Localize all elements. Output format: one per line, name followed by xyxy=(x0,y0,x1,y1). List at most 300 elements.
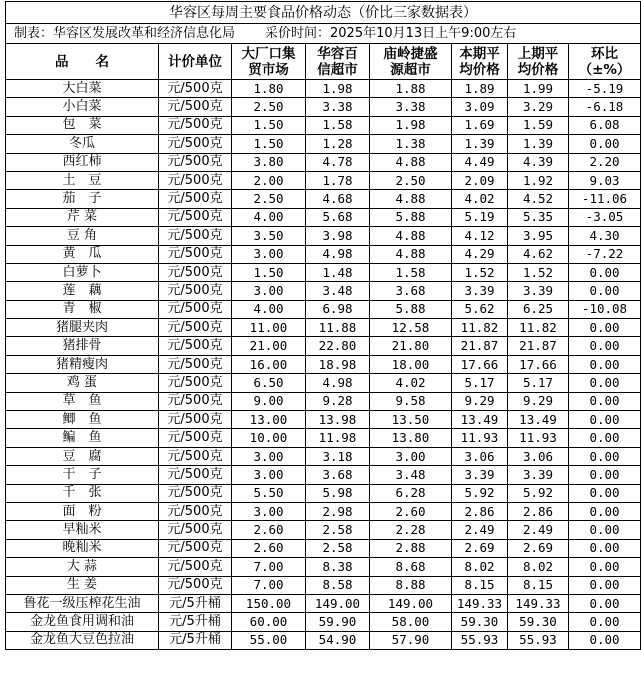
cell-previous-avg: 59.30 xyxy=(508,613,569,631)
cell-name: 猪精瘦肉 xyxy=(6,355,159,373)
cell-dachangkou: 2.50 xyxy=(232,98,306,116)
cell-unit: 元/500克 xyxy=(159,135,232,153)
cell-change: -11.06 xyxy=(569,190,641,208)
cell-huarong: 6.98 xyxy=(306,300,370,318)
cell-name: 晚籼米 xyxy=(6,539,159,557)
maker-text: 制表：华容区发展改革和经济信息化局 xyxy=(14,25,236,41)
cell-change: 4.30 xyxy=(569,227,641,245)
cell-change: 0.00 xyxy=(569,484,641,502)
cell-previous-avg: 1.39 xyxy=(508,135,569,153)
cell-unit: 元/5升桶 xyxy=(159,613,232,631)
cell-current-avg: 11.93 xyxy=(452,429,508,447)
cell-change: -7.22 xyxy=(569,245,641,263)
cell-current-avg: 55.93 xyxy=(452,631,508,649)
cell-dachangkou: 3.00 xyxy=(232,282,306,300)
cell-dachangkou: 7.00 xyxy=(232,576,306,594)
cell-previous-avg: 21.87 xyxy=(508,337,569,355)
cell-miaoling: 3.48 xyxy=(370,466,452,484)
table-row xyxy=(6,319,641,337)
cell-change: 0.00 xyxy=(569,355,641,373)
cell-dachangkou: 3.50 xyxy=(232,227,306,245)
cell-name: 草 鱼 xyxy=(6,392,159,410)
cell-dachangkou: 1.50 xyxy=(232,135,306,153)
cell-huarong: 8.38 xyxy=(306,558,370,576)
cell-miaoling: 1.38 xyxy=(370,135,452,153)
cell-miaoling: 2.28 xyxy=(370,521,452,539)
cell-name: 青 椒 xyxy=(6,300,159,318)
cell-previous-avg: 55.93 xyxy=(508,631,569,649)
cell-current-avg: 17.66 xyxy=(452,355,508,373)
cell-unit: 元/500克 xyxy=(159,171,232,189)
cell-name: 千 张 xyxy=(6,484,159,502)
cell-huarong: 4.98 xyxy=(306,245,370,263)
cell-change: -10.08 xyxy=(569,300,641,318)
table-row xyxy=(6,208,641,226)
table-row xyxy=(6,171,641,189)
cell-dachangkou: 1.50 xyxy=(232,263,306,281)
cell-current-avg: 4.02 xyxy=(452,190,508,208)
cell-miaoling: 9.58 xyxy=(370,392,452,410)
cell-change: -5.19 xyxy=(569,80,641,98)
cell-miaoling: 13.80 xyxy=(370,429,452,447)
cell-miaoling: 4.88 xyxy=(370,245,452,263)
cell-dachangkou: 4.00 xyxy=(232,208,306,226)
cell-dachangkou: 1.80 xyxy=(232,80,306,98)
cell-name: 面 粉 xyxy=(6,502,159,520)
table-row xyxy=(6,521,641,539)
cell-previous-avg: 5.92 xyxy=(508,484,569,502)
cell-miaoling: 5.88 xyxy=(370,300,452,318)
header-line: 华容百 xyxy=(317,45,358,62)
cell-unit: 元/500克 xyxy=(159,319,232,337)
cell-current-avg: 4.49 xyxy=(452,153,508,171)
cell-name: 莲 藕 xyxy=(6,282,159,300)
cell-miaoling: 3.68 xyxy=(370,282,452,300)
table-row xyxy=(6,411,641,429)
cell-unit: 元/5升桶 xyxy=(159,631,232,649)
cell-name: 冬瓜 xyxy=(6,135,159,153)
header-line: 源超市 xyxy=(390,61,431,78)
cell-miaoling: 1.98 xyxy=(370,116,452,134)
cell-huarong: 13.98 xyxy=(306,411,370,429)
table-row xyxy=(6,613,641,631)
cell-unit: 元/500克 xyxy=(159,98,232,116)
cell-name: 鸡 蛋 xyxy=(6,374,159,392)
header-line: 庙岭捷盛 xyxy=(383,45,438,62)
cell-miaoling: 21.80 xyxy=(370,337,452,355)
cell-huarong: 149.00 xyxy=(306,594,370,612)
cell-current-avg: 3.09 xyxy=(452,98,508,116)
cell-previous-avg: 1.92 xyxy=(508,171,569,189)
table-row xyxy=(6,502,641,520)
table-row xyxy=(6,300,641,318)
cell-dachangkou: 3.00 xyxy=(232,466,306,484)
cell-current-avg: 149.33 xyxy=(452,594,508,612)
cell-current-avg: 2.86 xyxy=(452,502,508,520)
cell-huarong: 11.88 xyxy=(306,319,370,337)
cell-unit: 元/500克 xyxy=(159,355,232,373)
cell-huarong: 8.58 xyxy=(306,576,370,594)
cell-unit: 元/500克 xyxy=(159,227,232,245)
cell-name: 鲁花一级压榨花生油 xyxy=(6,594,159,612)
cell-previous-avg: 4.62 xyxy=(508,245,569,263)
header-current-avg xyxy=(452,44,508,80)
cell-current-avg: 4.29 xyxy=(452,245,508,263)
cell-change: -3.05 xyxy=(569,208,641,226)
cell-current-avg: 2.69 xyxy=(452,539,508,557)
header-line: 上期平 xyxy=(517,45,559,62)
cell-current-avg: 3.39 xyxy=(452,282,508,300)
cell-huarong: 4.78 xyxy=(306,153,370,171)
cell-huarong: 3.18 xyxy=(306,447,370,465)
cell-miaoling: 13.50 xyxy=(370,411,452,429)
table-row xyxy=(6,631,641,649)
header-line: （±%） xyxy=(578,61,631,78)
table-row xyxy=(6,355,641,373)
cell-previous-avg: 1.52 xyxy=(508,263,569,281)
cell-miaoling: 2.50 xyxy=(370,171,452,189)
cell-miaoling: 58.00 xyxy=(370,613,452,631)
cell-change: 0.00 xyxy=(569,576,641,594)
cell-name: 猪腿夹肉 xyxy=(6,319,159,337)
cell-change: 0.00 xyxy=(569,447,641,465)
cell-huarong: 5.68 xyxy=(306,208,370,226)
cell-previous-avg: 3.29 xyxy=(508,98,569,116)
cell-dachangkou: 3.80 xyxy=(232,153,306,171)
cell-huarong: 11.98 xyxy=(306,429,370,447)
cell-unit: 元/500克 xyxy=(159,245,232,263)
cell-miaoling: 3.38 xyxy=(370,98,452,116)
cell-change: 0.00 xyxy=(569,558,641,576)
header-line: 均价格 xyxy=(459,61,500,78)
cell-change: 0.00 xyxy=(569,282,641,300)
cell-dachangkou: 9.00 xyxy=(232,392,306,410)
cell-name: 早籼米 xyxy=(6,521,159,539)
cell-huarong: 3.38 xyxy=(306,98,370,116)
table-row xyxy=(6,116,641,134)
cell-miaoling: 4.88 xyxy=(370,227,452,245)
cell-huarong: 4.98 xyxy=(306,374,370,392)
table-row xyxy=(6,153,641,171)
cell-previous-avg: 8.15 xyxy=(508,576,569,594)
cell-huarong: 3.68 xyxy=(306,466,370,484)
cell-miaoling: 2.88 xyxy=(370,539,452,557)
cell-unit: 元/500克 xyxy=(159,484,232,502)
cell-name: 茄 子 xyxy=(6,190,159,208)
cell-change: 0.00 xyxy=(569,374,641,392)
cell-huarong: 59.90 xyxy=(306,613,370,631)
cell-miaoling: 6.28 xyxy=(370,484,452,502)
cell-miaoling: 5.88 xyxy=(370,208,452,226)
cell-change: 2.20 xyxy=(569,153,641,171)
cell-current-avg: 5.19 xyxy=(452,208,508,226)
cell-name: 金龙鱼食用调和油 xyxy=(6,613,159,631)
cell-name: 猪排骨 xyxy=(6,337,159,355)
cell-huarong: 9.28 xyxy=(306,392,370,410)
cell-previous-avg: 13.49 xyxy=(508,411,569,429)
header-line: 本期平 xyxy=(459,45,500,62)
cell-previous-avg: 1.99 xyxy=(508,80,569,98)
cell-unit: 元/500克 xyxy=(159,208,232,226)
cell-unit: 元/500克 xyxy=(159,153,232,171)
cell-unit: 元/500克 xyxy=(159,558,232,576)
cell-dachangkou: 7.00 xyxy=(232,558,306,576)
table-row xyxy=(6,135,641,153)
cell-change: 0.00 xyxy=(569,466,641,484)
table-row xyxy=(6,282,641,300)
cell-previous-avg: 3.06 xyxy=(508,447,569,465)
cell-unit: 元/500克 xyxy=(159,429,232,447)
cell-name: 干 子 xyxy=(6,466,159,484)
cell-dachangkou: 3.00 xyxy=(232,245,306,263)
cell-previous-avg: 8.02 xyxy=(508,558,569,576)
cell-current-avg: 5.17 xyxy=(452,374,508,392)
cell-previous-avg: 3.95 xyxy=(508,227,569,245)
survey-time-text: 采价时间：2025年10月13日上午9:00左右 xyxy=(265,25,517,41)
cell-current-avg: 9.29 xyxy=(452,392,508,410)
cell-dachangkou: 2.60 xyxy=(232,521,306,539)
cell-change: 0.00 xyxy=(569,521,641,539)
cell-miaoling: 1.88 xyxy=(370,80,452,98)
cell-huarong: 54.90 xyxy=(306,631,370,649)
cell-previous-avg: 11.82 xyxy=(508,319,569,337)
table-title: 华容区每周主要食品价格动态（价比三家数据表） xyxy=(6,2,641,24)
cell-unit: 元/500克 xyxy=(159,282,232,300)
header-dachangkou xyxy=(232,44,306,80)
cell-unit: 元/500克 xyxy=(159,466,232,484)
cell-dachangkou: 4.00 xyxy=(232,300,306,318)
cell-previous-avg: 3.39 xyxy=(508,466,569,484)
cell-dachangkou: 55.00 xyxy=(232,631,306,649)
table-row xyxy=(6,80,641,98)
cell-change: 0.00 xyxy=(569,502,641,520)
cell-current-avg: 5.92 xyxy=(452,484,508,502)
header-miaoling xyxy=(370,44,452,80)
cell-change: 0.00 xyxy=(569,539,641,557)
cell-current-avg: 2.09 xyxy=(452,171,508,189)
cell-miaoling: 12.58 xyxy=(370,319,452,337)
cell-current-avg: 2.49 xyxy=(452,521,508,539)
cell-unit: 元/500克 xyxy=(159,521,232,539)
cell-miaoling: 57.90 xyxy=(370,631,452,649)
cell-previous-avg: 9.29 xyxy=(508,392,569,410)
cell-dachangkou: 10.00 xyxy=(232,429,306,447)
cell-dachangkou: 2.00 xyxy=(232,171,306,189)
table-row xyxy=(6,558,641,576)
cell-unit: 元/5升桶 xyxy=(159,594,232,612)
cell-current-avg: 3.39 xyxy=(452,466,508,484)
cell-current-avg: 21.87 xyxy=(452,337,508,355)
cell-name: 芹 菜 xyxy=(6,208,159,226)
table-subtitle xyxy=(6,24,641,44)
cell-current-avg: 13.49 xyxy=(452,411,508,429)
cell-previous-avg: 17.66 xyxy=(508,355,569,373)
cell-name: 白萝卜 xyxy=(6,263,159,281)
cell-name: 金龙鱼大豆色拉油 xyxy=(6,631,159,649)
cell-huarong: 2.58 xyxy=(306,539,370,557)
cell-huarong: 4.68 xyxy=(306,190,370,208)
cell-huarong: 3.98 xyxy=(306,227,370,245)
cell-previous-avg: 11.93 xyxy=(508,429,569,447)
cell-current-avg: 4.12 xyxy=(452,227,508,245)
cell-huarong: 1.98 xyxy=(306,80,370,98)
cell-previous-avg: 6.25 xyxy=(508,300,569,318)
cell-current-avg: 8.02 xyxy=(452,558,508,576)
cell-name: 黄 瓜 xyxy=(6,245,159,263)
cell-unit: 元/500克 xyxy=(159,392,232,410)
cell-miaoling: 4.88 xyxy=(370,190,452,208)
cell-change: 0.00 xyxy=(569,411,641,429)
cell-unit: 元/500克 xyxy=(159,411,232,429)
header-line: 信超市 xyxy=(317,61,358,78)
cell-miaoling: 4.88 xyxy=(370,153,452,171)
cell-dachangkou: 2.50 xyxy=(232,190,306,208)
cell-miaoling: 18.00 xyxy=(370,355,452,373)
cell-previous-avg: 1.59 xyxy=(508,116,569,134)
table-row xyxy=(6,392,641,410)
header-line: 环比 xyxy=(591,45,618,62)
table-row xyxy=(6,429,641,447)
cell-current-avg: 1.39 xyxy=(452,135,508,153)
cell-previous-avg: 2.86 xyxy=(508,502,569,520)
cell-change: 9.03 xyxy=(569,171,641,189)
cell-name: 鲫 鱼 xyxy=(6,411,159,429)
cell-current-avg: 11.82 xyxy=(452,319,508,337)
table-row xyxy=(6,245,641,263)
cell-previous-avg: 5.17 xyxy=(508,374,569,392)
table-row xyxy=(6,447,641,465)
cell-name: 生 姜 xyxy=(6,576,159,594)
cell-unit: 元/500克 xyxy=(159,576,232,594)
header-previous-avg xyxy=(508,44,569,80)
cell-change: 0.00 xyxy=(569,613,641,631)
cell-huarong: 5.98 xyxy=(306,484,370,502)
cell-dachangkou: 16.00 xyxy=(232,355,306,373)
cell-unit: 元/500克 xyxy=(159,374,232,392)
cell-change: 6.08 xyxy=(569,116,641,134)
cell-huarong: 18.98 xyxy=(306,355,370,373)
cell-change: 0.00 xyxy=(569,319,641,337)
cell-name: 西红柿 xyxy=(6,153,159,171)
cell-dachangkou: 21.00 xyxy=(232,337,306,355)
header-line: 大厂口集 xyxy=(241,45,296,62)
cell-current-avg: 3.06 xyxy=(452,447,508,465)
cell-name: 包 菜 xyxy=(6,116,159,134)
cell-current-avg: 5.62 xyxy=(452,300,508,318)
cell-unit: 元/500克 xyxy=(159,80,232,98)
cell-miaoling: 1.58 xyxy=(370,263,452,281)
cell-name: 鳊 鱼 xyxy=(6,429,159,447)
cell-dachangkou: 60.00 xyxy=(232,613,306,631)
cell-huarong: 1.58 xyxy=(306,116,370,134)
cell-name: 大白菜 xyxy=(6,80,159,98)
table-row xyxy=(6,337,641,355)
cell-unit: 元/500克 xyxy=(159,539,232,557)
cell-huarong: 2.98 xyxy=(306,502,370,520)
cell-change: 0.00 xyxy=(569,135,641,153)
cell-unit: 元/500克 xyxy=(159,502,232,520)
cell-previous-avg: 4.52 xyxy=(508,190,569,208)
cell-dachangkou: 6.50 xyxy=(232,374,306,392)
cell-current-avg: 1.52 xyxy=(452,263,508,281)
cell-change: 0.00 xyxy=(569,594,641,612)
cell-previous-avg: 149.33 xyxy=(508,594,569,612)
cell-change: 0.00 xyxy=(569,337,641,355)
cell-miaoling: 8.88 xyxy=(370,576,452,594)
cell-miaoling: 8.68 xyxy=(370,558,452,576)
cell-unit: 元/500克 xyxy=(159,263,232,281)
cell-name: 大 蒜 xyxy=(6,558,159,576)
cell-change: 0.00 xyxy=(569,631,641,649)
cell-miaoling: 3.00 xyxy=(370,447,452,465)
header-line: 品 名 xyxy=(55,53,109,70)
cell-dachangkou: 1.50 xyxy=(232,116,306,134)
cell-dachangkou: 5.50 xyxy=(232,484,306,502)
table-row xyxy=(6,594,641,612)
cell-unit: 元/500克 xyxy=(159,300,232,318)
cell-dachangkou: 3.00 xyxy=(232,447,306,465)
cell-dachangkou: 11.00 xyxy=(232,319,306,337)
cell-name: 土 豆 xyxy=(6,171,159,189)
cell-current-avg: 1.89 xyxy=(452,80,508,98)
cell-miaoling: 149.00 xyxy=(370,594,452,612)
cell-huarong: 3.48 xyxy=(306,282,370,300)
cell-miaoling: 4.02 xyxy=(370,374,452,392)
cell-change: 0.00 xyxy=(569,429,641,447)
header-line: 贸市场 xyxy=(248,61,289,78)
cell-dachangkou: 150.00 xyxy=(232,594,306,612)
header-row xyxy=(6,44,641,80)
cell-name: 豆 腐 xyxy=(6,447,159,465)
cell-name: 豆 角 xyxy=(6,227,159,245)
price-table xyxy=(5,1,641,650)
header-line: 均价格 xyxy=(517,61,559,78)
cell-previous-avg: 3.39 xyxy=(508,282,569,300)
cell-previous-avg: 5.35 xyxy=(508,208,569,226)
cell-miaoling: 2.60 xyxy=(370,502,452,520)
cell-previous-avg: 2.69 xyxy=(508,539,569,557)
cell-unit: 元/500克 xyxy=(159,337,232,355)
cell-dachangkou: 2.60 xyxy=(232,539,306,557)
cell-current-avg: 8.15 xyxy=(452,576,508,594)
cell-huarong: 1.28 xyxy=(306,135,370,153)
table-row xyxy=(6,466,641,484)
table-row xyxy=(6,190,641,208)
cell-change: -6.18 xyxy=(569,98,641,116)
cell-dachangkou: 13.00 xyxy=(232,411,306,429)
cell-previous-avg: 4.39 xyxy=(508,153,569,171)
cell-huarong: 1.78 xyxy=(306,171,370,189)
cell-current-avg: 59.30 xyxy=(452,613,508,631)
cell-unit: 元/500克 xyxy=(159,116,232,134)
cell-huarong: 2.58 xyxy=(306,521,370,539)
cell-unit: 元/500克 xyxy=(159,447,232,465)
table-row xyxy=(6,98,641,116)
cell-previous-avg: 2.49 xyxy=(508,521,569,539)
header-unit xyxy=(159,44,232,80)
table-row xyxy=(6,227,641,245)
cell-change: 0.00 xyxy=(569,392,641,410)
header-name xyxy=(6,44,159,80)
header-huarong xyxy=(306,44,370,80)
cell-huarong: 22.80 xyxy=(306,337,370,355)
header-line: 计价单位 xyxy=(168,53,222,70)
cell-current-avg: 1.69 xyxy=(452,116,508,134)
table-row xyxy=(6,539,641,557)
table-row xyxy=(6,263,641,281)
table-row xyxy=(6,576,641,594)
table-row xyxy=(6,484,641,502)
